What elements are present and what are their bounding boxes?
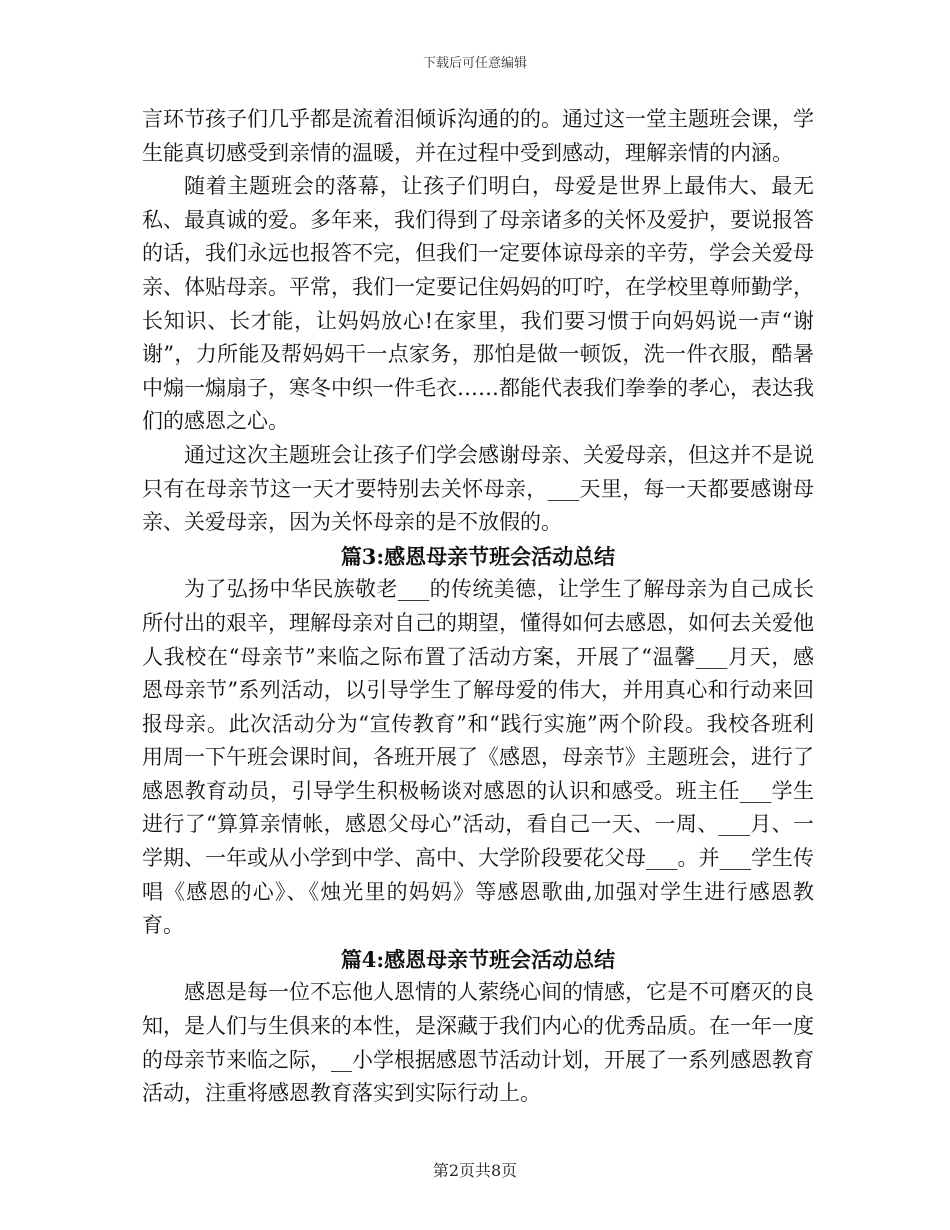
paragraph-5: 感恩是每一位不忘他人恩情的人萦绕心间的情感，它是不可磨灭的良知，是人们与生俱来的本性，是深藏于我们内心的优秀品质。在一年一度的母亲节来临之际，__小学根据感恩节活动计划，开展了一系列感恩教育活动，注重将感恩教育落实到实际行动上。 (142, 980, 814, 1106)
paragraph-4: 为了弘扬中华民族敬老___的传统美德，让学生了解母亲为自己成长所付出的艰辛，理解母亲对自己的期望，懂得如何去感恩，如何去关爱他人我校在“母亲节”来临之际布置了活动方案，开展了“温馨___月天，感恩母亲节”系列活动，以引导学生了解母爱的伟大，并用真心和行动来回报母亲。此次活动分为“宣传教育”和“践行实施”两个阶段。我校各班利用周一下午班会课时间，各班开展了《感恩，母亲节》主题班会，进行了感恩教育动员，引导学生积极畅谈对感恩的认识和感受。班主任___学生进行了“算算亲情帐，感恩父母心”活动，看自己一天、一周、___月、一学期、一年或从小学到中学、高中、大学阶段要花父母___。并___学生传唱《感恩的心》、《烛光里的妈妈》等感恩歌曲,加强对学生进行感恩教育。 (142, 577, 814, 938)
page-header-note: 下载后可任意编辑 (422, 56, 527, 71)
paragraph-1: 言环节孩子们几乎都是流着泪倾诉沟通的的。通过这一堂主题班会课，学生能真切感受到亲情的温暖，并在过程中受到感动，理解亲情的内涵。 (142, 107, 814, 165)
paragraph-2: 随着主题班会的落幕，让孩子们明白，母爱是世界上最伟大、最无私、最真诚的爱。多年来，我们得到了母亲诸多的关怀及爱护，要说报答的话，我们永远也报答不完，但我们一定要体谅母亲的辛劳，学会关爱母亲、体贴母亲。平常，我们一定要记住妈妈的叮咛，在学校里尊师勤学，长知识、长才能，让妈妈放心!在家里，我们要习惯于向妈妈说一声“谢谢”，力所能及帮妈妈干一点家务，那怕是做一顿饭，洗一件衣服，酷暑中煽一煽扇子，寒冬中织一件毛衣……都能代表我们拳拳的孝心，表达我们的感恩之心。 (142, 174, 814, 434)
page-number: 第2页共8页 (432, 1161, 518, 1180)
section-heading-3: 篇3:感恩母亲节班会活动总结 (340, 543, 616, 569)
paragraph-3: 通过这次主题班会让孩子们学会感谢母亲、关爱母亲，但这并不是说只有在母亲节这一天才要特别去关怀母亲，___天里，每一天都要感谢母亲、关爱母亲，因为关怀母亲的是不放假的。 (142, 442, 814, 535)
section-heading-4: 篇4:感恩母亲节班会活动总结 (340, 946, 616, 972)
document-body (142, 103, 814, 1111)
